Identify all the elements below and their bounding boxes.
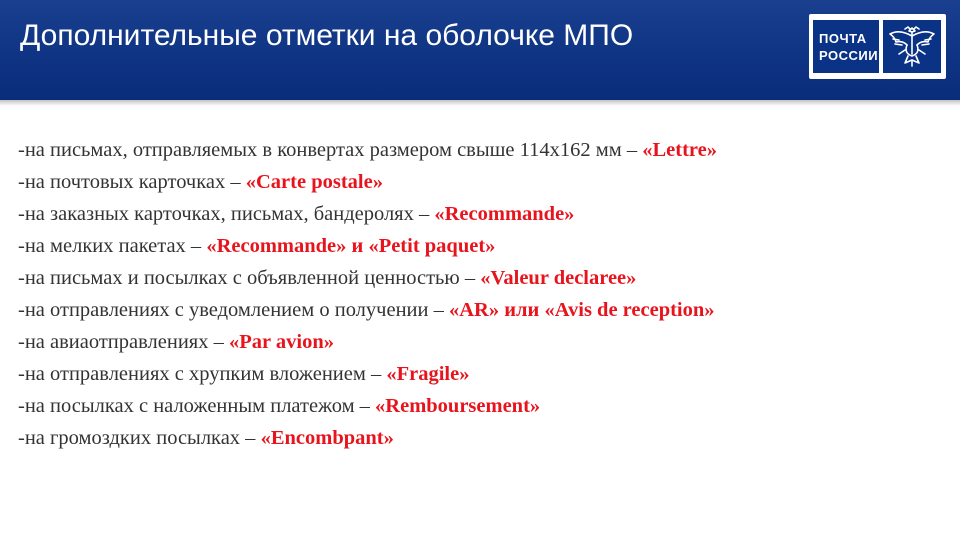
list-item: -на почтовых карточках – «Carte postale»: [18, 171, 383, 193]
list-item: -на отправлениях с хрупким вложением – «Fragile»: [18, 363, 470, 385]
highlight-mark-2: «Petit paquet»: [368, 235, 496, 257]
list-item: -на авиаотправлениях – «Par avion»: [18, 331, 334, 353]
pochta-rossii-logo: [809, 14, 946, 79]
list-item: -на письмах и посылках с объявленной ценностью – «Valeur declaree»: [18, 267, 637, 289]
list-item: -на мелких пакетах – «Recommande» и «Petit paquet»: [18, 235, 496, 257]
highlight-mark: «Carte postale»: [245, 171, 383, 193]
list-item: -на отправлениях с уведомлением о получении – «AR» или «Avis de reception»: [18, 299, 715, 321]
logo-line-2: РОССИИ: [819, 47, 879, 63]
highlight-mark: «Valeur declaree»: [480, 267, 637, 289]
list-item: -на громоздких посылках – «Encombpant»: [18, 427, 394, 449]
highlight-mark-2: «Avis de reception»: [544, 299, 715, 321]
highlight-mark: «Encombpant»: [260, 427, 394, 449]
highlight-mark: «Fragile»: [386, 363, 470, 385]
highlight-joiner: и: [346, 235, 369, 257]
header-shadow: [0, 100, 960, 106]
marks-list: [18, 134, 948, 454]
page-title: Дополнительные отметки на оболочке МПО: [20, 19, 634, 52]
highlight-joiner: или: [499, 299, 545, 321]
eagle-emblem-icon: [883, 20, 941, 73]
list-item: -на посылках с наложенным платежом – «Remboursement»: [18, 395, 541, 417]
list-item: -на заказных карточках, письмах, бандеролях – «Recommande»: [18, 203, 575, 225]
list-item: -на письмах, отправляемых в конвертах размером свыше 114x162 мм – «Lettre»: [18, 139, 717, 161]
highlight-mark: «Recommande»: [434, 203, 575, 225]
highlight-mark: «Lettre»: [642, 139, 717, 161]
highlight-mark: «Recommande»: [206, 235, 347, 257]
highlight-mark: «Par avion»: [229, 331, 334, 353]
header-bar: [0, 0, 960, 100]
highlight-mark: «AR»: [448, 299, 500, 321]
logo-wordmark: [813, 20, 879, 73]
highlight-mark: «Remboursement»: [375, 395, 541, 417]
logo-line-1: ПОЧТА: [819, 30, 867, 46]
